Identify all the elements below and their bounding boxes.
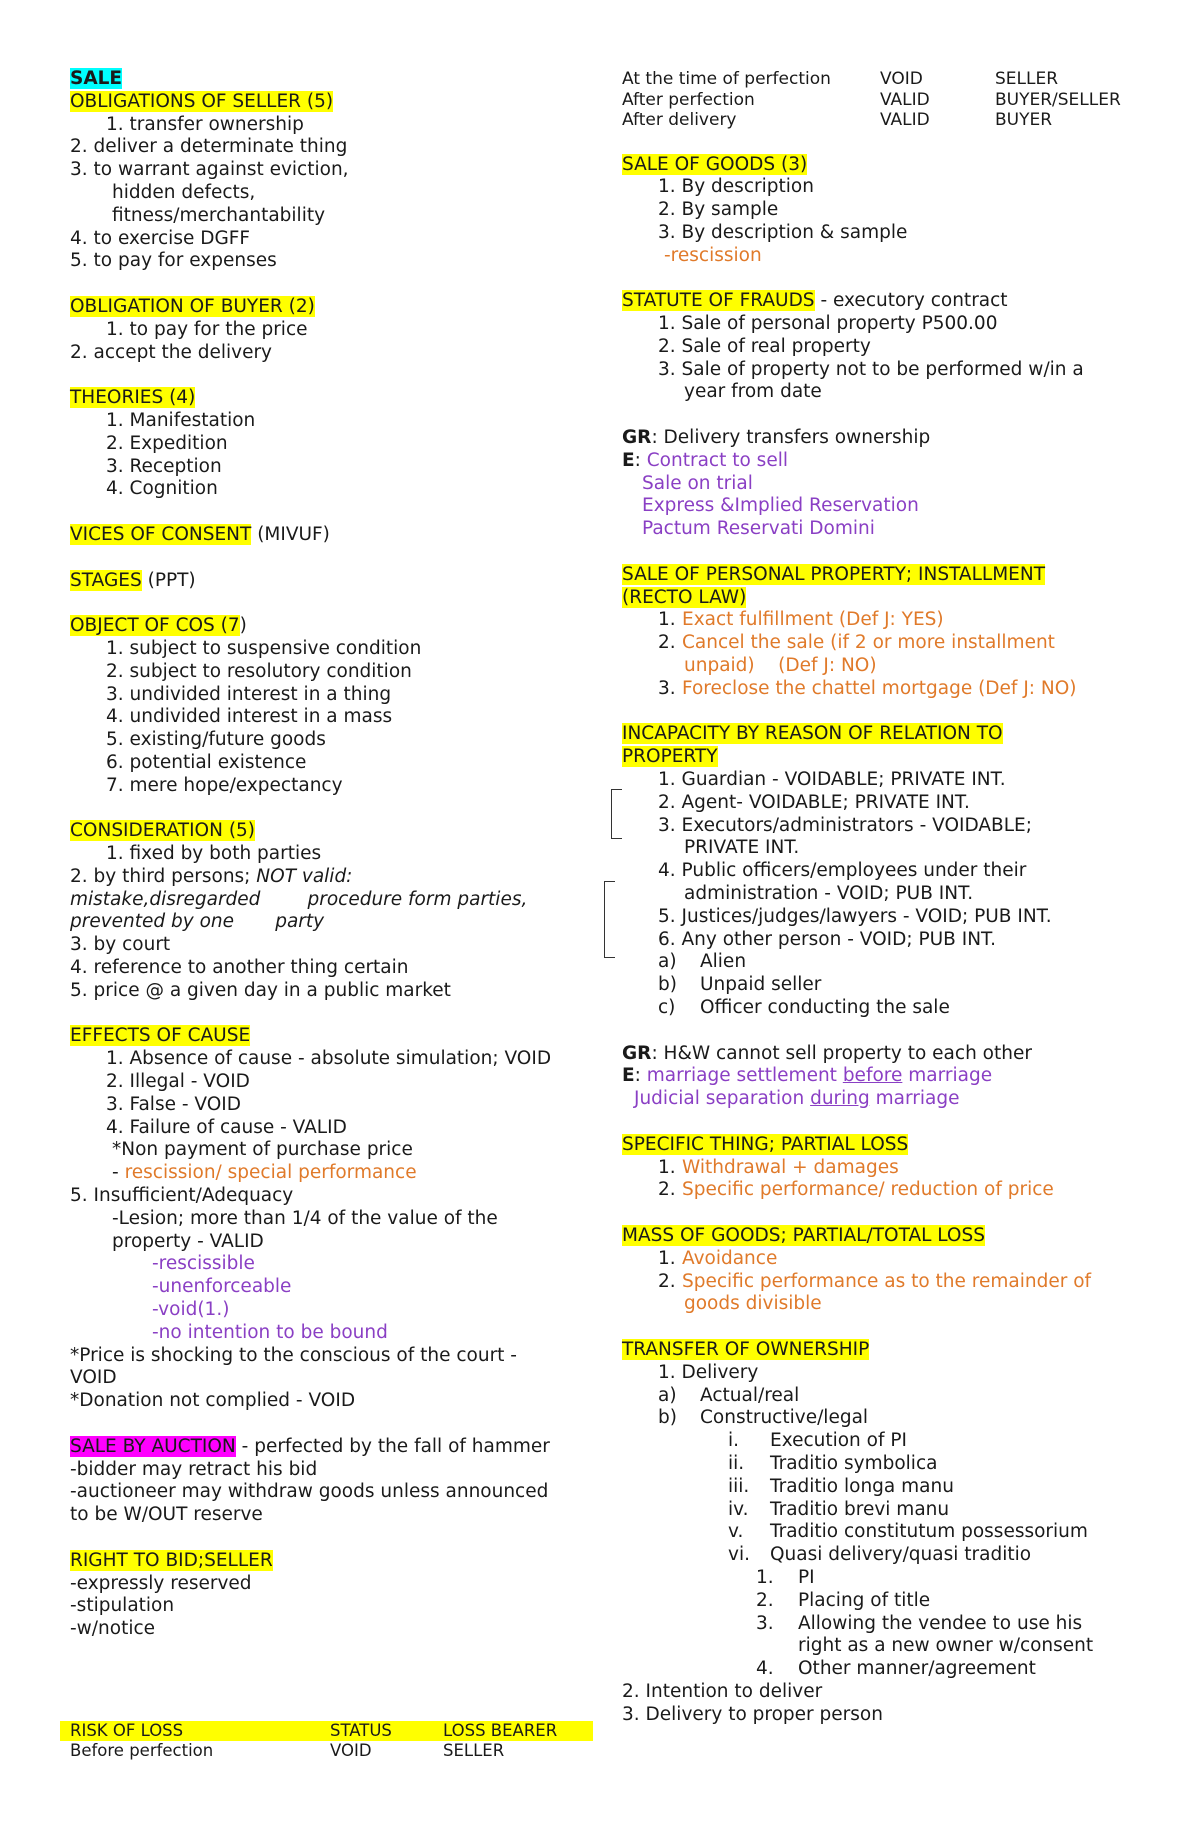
object-cos-heading: OBJECT OF COS (7 (70, 615, 240, 637)
list-item: -rescissible (152, 1253, 255, 1275)
remedy-text: rescission/ special performance (124, 1162, 417, 1184)
right-column (622, 68, 1162, 1726)
exception-underlined: during (810, 1088, 870, 1110)
list-item: -expressly reserved (70, 1572, 252, 1594)
gr-label: GR (622, 1042, 652, 1064)
list-item: 1. to pay for the price (106, 318, 308, 340)
gr-text: : Delivery transfers ownership (651, 427, 931, 449)
list-item: fitness/merchantability (112, 204, 326, 226)
roman-numeral: iii. (728, 1475, 750, 1497)
list-item: 1. Delivery (658, 1361, 759, 1383)
list-item: -Lesion; more than 1/4 of the value of the (112, 1207, 498, 1229)
list-item: -bidder may retract his bid (70, 1458, 318, 1480)
list-item: 3. False - VOID (106, 1093, 242, 1115)
exception-item: marriage (869, 1088, 960, 1110)
roman-numeral: v. (728, 1521, 744, 1543)
gr-label: GR (622, 427, 652, 449)
risk-header-cell: LOSS BEARER (443, 1721, 558, 1740)
list-item: 4. to exercise DGFF (70, 227, 251, 249)
risk-header-cell: STATUS (330, 1721, 392, 1740)
list-item: Placing of title (798, 1589, 931, 1611)
list-item: 2. By sample (658, 199, 779, 221)
risk-table (60, 1721, 593, 1761)
table-cell: At the time of perfection (622, 69, 831, 89)
list-item: 3. Executors/administrators - VOIDABLE; (658, 814, 1032, 836)
list-item: 5. Justices/judges/lawyers - VOID; PUB INT. (658, 905, 1052, 927)
bracket-private (611, 789, 622, 839)
list-item: property - VALID (112, 1230, 264, 1252)
list-item: Unpaid seller (700, 974, 822, 996)
list-item: Traditio symbolica (770, 1452, 938, 1474)
seller-obligations-heading: OBLIGATIONS OF SELLER (5) (70, 90, 334, 112)
table-cell: VOID (880, 69, 923, 89)
e-label: E (622, 449, 635, 471)
list-number: 3. (658, 677, 676, 699)
list-number: 1. (658, 609, 676, 631)
list-item: Other manner/agreement (798, 1658, 1036, 1680)
list-item: 5. Insufficient/Adequacy (70, 1185, 294, 1207)
list-letter: b) (658, 1407, 677, 1429)
list-item: 1. Guardian - VOIDABLE; PRIVATE INT. (658, 769, 1006, 791)
sale-of-goods-heading: SALE OF GOODS (3) (622, 153, 808, 175)
list-item: 1. Sale of personal property P500.00 (658, 313, 998, 335)
list-item: 1. By description (658, 176, 814, 198)
list-item: Traditio constitutum possessorium (770, 1521, 1088, 1543)
list-item: 1. Absence of cause - absolute simulation; VOID (106, 1048, 552, 1070)
list-number: 1. (658, 1247, 676, 1269)
left-column (70, 68, 590, 1641)
list-item: 4. reference to another thing certain (70, 957, 409, 979)
list-item: *Donation not complied - VOID (70, 1390, 356, 1412)
list-item: 3. Reception (106, 455, 222, 477)
list-item: Avoidance (682, 1247, 778, 1269)
list-item: -auctioneer may withdraw goods unless announced (70, 1481, 549, 1503)
list-item: Specific performance/ reduction of price (682, 1179, 1054, 1201)
list-item: 2. Expedition (106, 432, 228, 454)
recto-heading: SALE OF PERSONAL PROPERTY; INSTALLMENT (622, 563, 1045, 585)
list-item: *Non payment of purchase price (112, 1139, 413, 1161)
table-row (622, 68, 1162, 89)
stages-heading: STAGES (70, 569, 142, 591)
table-row (60, 1741, 593, 1761)
list-item: goods divisible (684, 1293, 822, 1315)
risk-table-header (60, 1721, 593, 1741)
table-row (622, 89, 1162, 110)
list-item: -no intention to be bound (152, 1321, 388, 1343)
incapacity-heading-2: PROPERTY (622, 746, 718, 768)
list-item: 2. Agent- VOIDABLE; PRIVATE INT. (658, 791, 970, 813)
list-item: administration - VOID; PUB INT. (684, 883, 974, 904)
list-item: *Price is shocking to the conscious of the court - (70, 1344, 517, 1366)
bracket-public (604, 881, 615, 958)
list-item: to be W/OUT reserve (70, 1504, 263, 1526)
list-item: Foreclose the chattel mortgage (Def J: NO) (682, 677, 1077, 699)
list-item: 6. potential existence (106, 751, 307, 773)
list-item: hidden defects, (112, 181, 256, 203)
list-item: -unenforceable (152, 1276, 292, 1298)
not-valid-note: NOT valid: (256, 865, 353, 887)
list-item: Exact fulfillment (Def J: YES) (682, 609, 944, 631)
list-item: prevented by one party (70, 911, 325, 933)
table-cell: After delivery (622, 110, 737, 130)
list-letter: c) (658, 996, 676, 1018)
table-cell: VALID (880, 110, 930, 130)
list-item: 3. by court (70, 934, 171, 956)
exception-item: Express &Implied Reservation (642, 495, 919, 517)
list-item: 3. to warrant against eviction, (70, 159, 349, 181)
list-number: 3. (756, 1612, 774, 1634)
list-item: year from date (684, 381, 822, 403)
vices-suffix: (MIVUF) (251, 523, 330, 545)
list-item: Alien (700, 951, 747, 973)
list-item: Withdrawal + damages (682, 1156, 899, 1178)
stages-suffix: (PPT) (141, 569, 196, 591)
table-cell: After perfection (622, 89, 755, 110)
list-item: PI (798, 1566, 815, 1588)
vices-heading: VICES OF CONSENT (70, 523, 252, 545)
specific-heading: SPECIFIC THING; PARTIAL LOSS (622, 1133, 909, 1155)
list-item: PRIVATE INT. (684, 837, 800, 859)
list-item: Execution of PI (770, 1430, 907, 1452)
list-item: right as a new owner w/consent (798, 1635, 1094, 1657)
exception-item: marriage (902, 1065, 993, 1087)
table-row (622, 109, 1162, 130)
list-item: 6. Any other person - VOID; PUB INT. (658, 928, 997, 950)
list-item: 2. by third persons; (70, 865, 257, 887)
list-number: 1. (756, 1566, 774, 1588)
list-item: -void(1.) (152, 1299, 230, 1321)
list-item: 7. mere hope/expectancy (106, 774, 343, 796)
table-cell: VOID (330, 1741, 372, 1760)
list-item: 4. undivided interest in a mass (106, 706, 393, 728)
list-number: 4. (756, 1658, 774, 1680)
exception-underlined: before (842, 1065, 903, 1087)
list-letter: a) (658, 1384, 677, 1406)
list-item: 4. Cognition (106, 478, 218, 500)
exception-item: Sale on trial (642, 472, 753, 494)
list-item: Traditio brevi manu (770, 1498, 950, 1520)
remedy-dash: - (112, 1162, 125, 1184)
roman-numeral: ii. (728, 1452, 745, 1474)
transfer-heading: TRANSFER OF OWNERSHIP (622, 1338, 870, 1360)
list-item: 5. existing/future goods (106, 729, 326, 751)
list-item: 3. By description & sample (658, 221, 908, 243)
list-number: 2. (756, 1589, 774, 1611)
list-number: 2. (658, 1270, 676, 1292)
list-item: 2. Intention to deliver (622, 1680, 823, 1702)
risk-header-cell: RISK OF LOSS (70, 1721, 184, 1740)
list-item: 1. fixed by both parties (106, 843, 322, 865)
consideration-heading: CONSIDERATION (5) (70, 820, 256, 842)
table-cell: SELLER (995, 69, 1059, 89)
object-cos-heading-end: ) (239, 615, 247, 637)
gr-text: : H&W cannot sell property to each other (651, 1042, 1032, 1064)
list-item: 5. to pay for expenses (70, 250, 277, 272)
list-item: 1. subject to suspensive condition (106, 637, 422, 659)
list-item: 3. Delivery to proper person (622, 1703, 883, 1725)
list-item: VOID (70, 1367, 117, 1389)
list-item: -w/notice (70, 1618, 156, 1640)
list-item: 2. subject to resolutory condition (106, 660, 412, 682)
list-item: 3. Sale of property not to be performed w/in a (658, 358, 1084, 380)
e-colon: : (634, 449, 647, 471)
list-item: 2. Illegal - VOID (106, 1071, 250, 1093)
effects-heading: EFFECTS OF CAUSE (70, 1025, 251, 1047)
list-letter: a) (658, 951, 677, 973)
list-item: -stipulation (70, 1595, 175, 1617)
list-number: 2. (658, 632, 676, 654)
list-item: Actual/real (700, 1384, 800, 1406)
buyer-obligations-heading: OBLIGATION OF BUYER (2) (70, 295, 315, 317)
e-label: E (622, 1065, 635, 1087)
list-item: 3. undivided interest in a thing (106, 683, 392, 705)
table-cell: SELLER (443, 1741, 505, 1760)
list-item: Specific performance as to the remainder of (682, 1270, 1092, 1292)
table-cell: Before perfection (70, 1741, 214, 1760)
list-item: 2. accept the delivery (70, 341, 273, 363)
roman-numeral: i. (728, 1430, 740, 1452)
list-item: Constructive/legal (700, 1407, 869, 1429)
exception-item: marriage settlement (646, 1065, 843, 1087)
mass-heading: MASS OF GOODS; PARTIAL/TOTAL LOSS (622, 1224, 985, 1246)
e-colon: : (634, 1065, 647, 1087)
list-item: 1. transfer ownership (106, 113, 304, 135)
list-item: Traditio longa manu (770, 1475, 954, 1497)
right-to-bid-heading: RIGHT TO BID;SELLER (70, 1549, 273, 1571)
list-item: 2. Sale of real property (658, 335, 871, 357)
statute-heading: STATUTE OF FRAUDS (622, 290, 815, 312)
auction-suffix: - perfected by the fall of hammer (235, 1435, 550, 1457)
list-item: unpaid) (Def J: NO) (684, 655, 877, 677)
list-item: 1. Manifestation (106, 409, 256, 431)
recto-heading-2: (RECTO LAW) (622, 586, 747, 608)
list-item: 4. Failure of cause - VALID (106, 1116, 347, 1138)
incapacity-heading: INCAPACITY BY REASON OF RELATION TO (622, 723, 1003, 745)
list-item: mistake,disregarded procedure form parties, (70, 888, 528, 910)
list-item: 2. deliver a determinate thing (70, 136, 348, 158)
sale-title: SALE (70, 68, 123, 89)
statute-suffix: - executory contract (814, 290, 1008, 312)
table-cell: VALID (880, 89, 930, 110)
theories-heading: THEORIES (4) (70, 387, 196, 409)
list-item: -rescission (664, 244, 762, 266)
list-item: 4. Public officers/employees under their (658, 860, 1027, 882)
exception-item: Pactum Reservati Domini (642, 518, 875, 540)
list-item: Cancel the sale (if 2 or more installment (682, 632, 1055, 654)
list-item: Officer conducting the sale (700, 996, 950, 1018)
list-item: Quasi delivery/quasi traditio (770, 1544, 1032, 1566)
table-cell: BUYER/SELLER (995, 89, 1121, 110)
exception-item: Contract to sell (646, 449, 788, 471)
list-letter: b) (658, 974, 677, 996)
list-number: 1. (658, 1156, 676, 1178)
list-item: 5. price @ a given day in a public market (70, 979, 451, 1001)
table-cell: BUYER (995, 110, 1053, 130)
list-number: 2. (658, 1179, 676, 1201)
auction-heading: SALE BY AUCTION (70, 1435, 236, 1457)
roman-numeral: iv. (728, 1498, 749, 1520)
roman-numeral: vi. (728, 1544, 750, 1566)
exception-item: Judicial separation (634, 1088, 811, 1110)
list-item: Allowing the vendee to use his (798, 1612, 1083, 1634)
